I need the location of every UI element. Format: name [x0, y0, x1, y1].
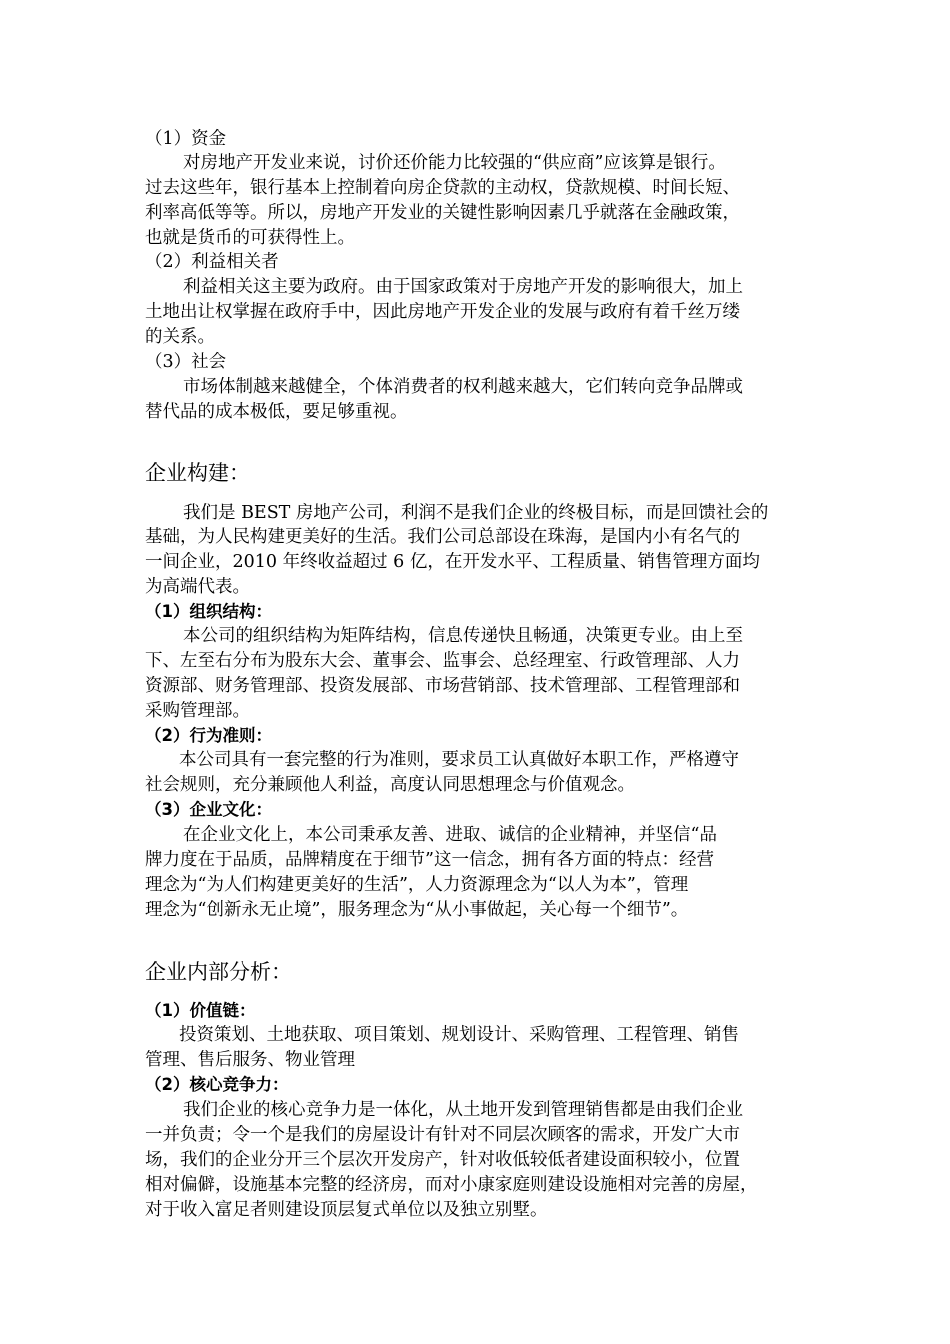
paragraph-line: 市场体制越来越健全，个体消费者的权利越来越大，它们转向竞争品牌或 [183, 377, 743, 397]
section-heading-build: 企业构建： [145, 461, 250, 485]
section-heading-internal: 企业内部分析： [145, 960, 292, 984]
paragraph-line: 社会规则，充分兼顾他人利益，高度认同思想理念与价值观念。 [145, 775, 635, 795]
subsection-title-core-competence: （2）核心竞争力： [145, 1075, 289, 1094]
paragraph-line: 在企业文化上，本公司秉承友善、进取、诚信的企业精神，并坚信“品 [183, 825, 717, 845]
paragraph-line: 过去这些年，银行基本上控制着向房企贷款的主动权，贷款规模、时间长短、 [145, 178, 740, 198]
paragraph-line: 下、左至右分布为股东大会、董事会、监事会、总经理室、行政管理部、人力 [145, 651, 740, 671]
paragraph-line: 我们企业的核心竞争力是一体化，从土地开发到管理销售都是由我们企业 [183, 1100, 743, 1120]
paragraph-line: 投资策划、土地获取、项目策划、规划设计、采购管理、工程管理、销售 [179, 1025, 739, 1045]
subsection-title-value-chain: （1）价值链： [145, 1001, 256, 1020]
paragraph-line: 管理、售后服务、物业管理 [145, 1050, 355, 1070]
paragraph-line: 我们是 BEST 房地产公司，利润不是我们企业的终极目标，而是回馈社会的 [183, 503, 769, 523]
paragraph-line: 资源部、财务管理部、投资发展部、市场营销部、技术管理部、工程管理部和 [145, 676, 740, 696]
paragraph-line: 一并负责；令一个是我们的房屋设计有针对不同层次顾客的需求，开发广大市 [145, 1125, 740, 1145]
paragraph-line: 牌力度在于品质，品牌精度在于细节”这一信念，拥有各方面的特点：经营 [145, 850, 714, 870]
paragraph-line: 基础，为人民构建更美好的生活。我们公司总部设在珠海，是国内小有名气的 [145, 527, 740, 547]
paragraph-line: 对房地产开发业来说，讨价还价能力比较强的“供应商”应该算是银行。 [183, 153, 726, 173]
paragraph-line: 采购管理部。 [145, 701, 250, 721]
paragraph-line: 利益相关这主要为政府。由于国家政策对于房地产开发的影响很大，加上 [183, 277, 743, 297]
subsection-title-conduct: （2）行为准则： [145, 726, 272, 745]
subsection-title-org-structure: （1）组织结构： [145, 602, 272, 621]
paragraph-line: 相对偏僻，设施基本完整的经济房，而对小康家庭则建设设施相对完善的房屋， [145, 1175, 758, 1195]
paragraph-line: 的关系。 [145, 327, 215, 347]
paragraph-line: 理念为“创新永无止境”，服务理念为“从小事做起，关心每一个细节”。 [145, 900, 689, 920]
paragraph-line: 本公司具有一套完整的行为准则，要求员工认真做好本职工作，严格遵守 [179, 750, 739, 770]
paragraph-line: 土地出让权掌握在政府手中，因此房地产开发企业的发展与政府有着千丝万缕 [145, 302, 740, 322]
paragraph-line: 也就是货币的可获得性上。 [145, 228, 355, 248]
paragraph-line: 对于收入富足者则建设顶层复式单位以及独立别墅。 [145, 1200, 548, 1220]
subsection-title-culture: （3）企业文化： [145, 800, 272, 819]
paragraph-line: 理念为“为人们构建更美好的生活”，人力资源理念为“以人为本”，管理 [145, 875, 689, 895]
paragraph-line: 本公司的组织结构为矩阵结构，信息传递快且畅通，决策更专业。由上至 [183, 626, 743, 646]
paragraph-line: 为高端代表。 [145, 577, 250, 597]
paragraph-line: 利率高低等等。所以，房地产开发业的关键性影响因素几乎就落在金融政策， [145, 203, 740, 223]
subsection-title-stakeholders: （2）利益相关者 [145, 252, 279, 272]
paragraph-line: 一间企业，2010 年终收益超过 6 亿，在开发水平、工程质量、销售管理方面均 [145, 552, 760, 572]
paragraph-line: 场，我们的企业分开三个层次开发房产，针对收低较低者建设面积较小，位置 [145, 1150, 740, 1170]
paragraph-line: 替代品的成本极低，要足够重视。 [145, 402, 408, 422]
subsection-title-funds: （1）资金 [145, 129, 227, 149]
subsection-title-society: （3）社会 [145, 352, 227, 372]
